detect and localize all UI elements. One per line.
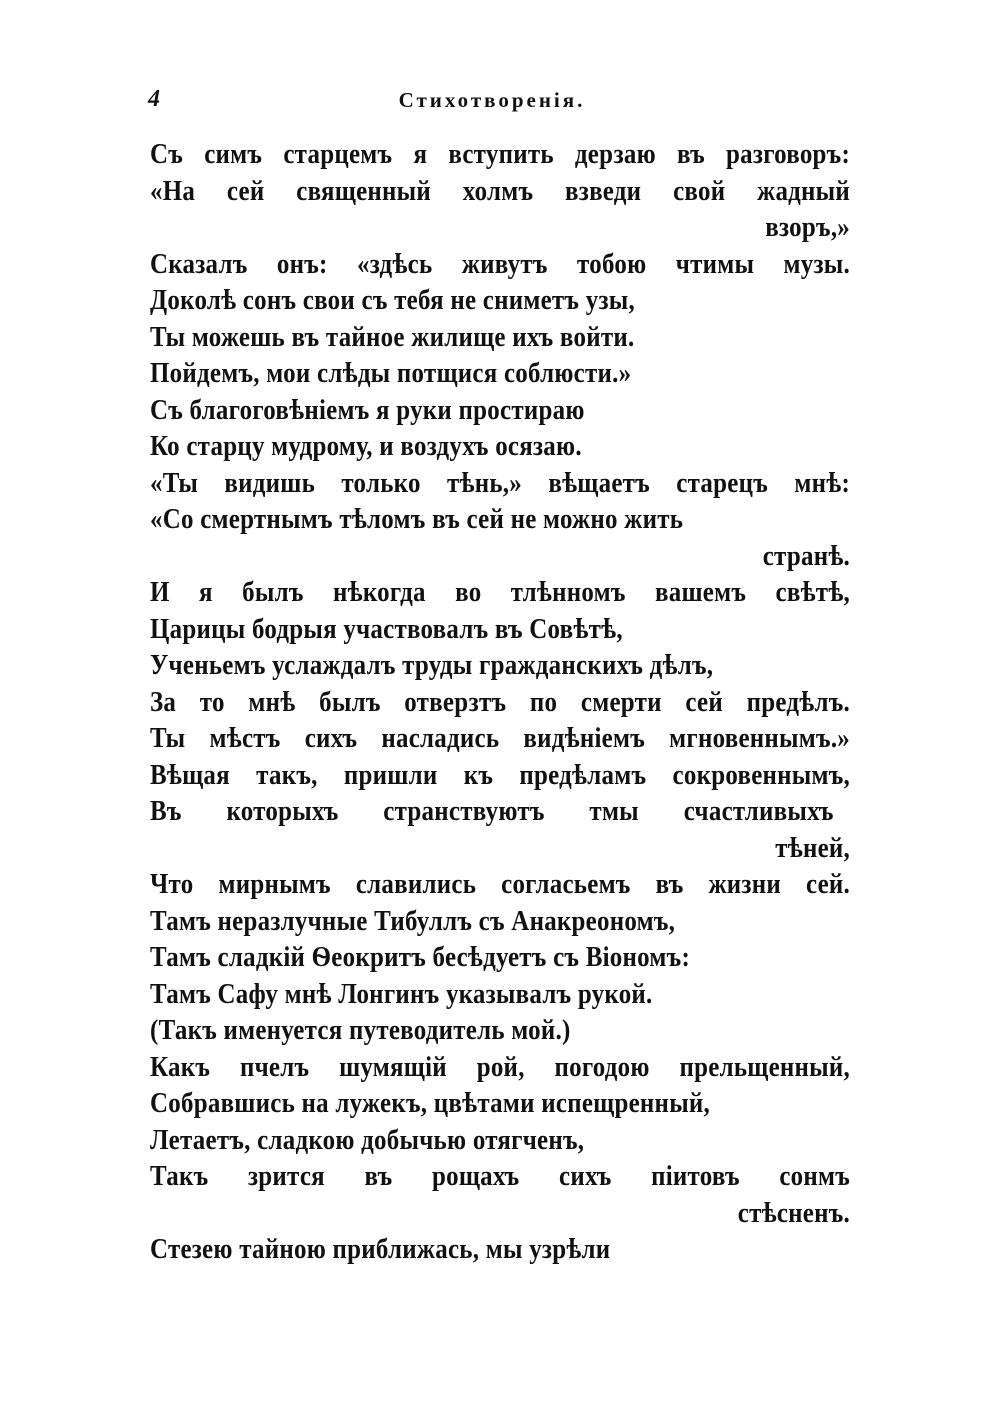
poem-line: «Ты видишь только тѣнь,» вѣщаетъ старецъ мнѣ: (150, 466, 851, 499)
running-title-text: Стихотворенія. (398, 88, 586, 112)
poem-line: Пойдемъ, мои слѣды потщися соблюсти.» (150, 357, 632, 389)
poem-line: За то мнѣ былъ отверзтъ по смерти сей предѣлъ. (150, 685, 851, 718)
poem-line: Съ симъ старцемъ я вступить дерзаю въ разговоръ: (150, 138, 851, 170)
poem-line: Доколѣ сонъ свои съ тебя не сниметъ узы, (150, 284, 635, 316)
poem-line: «На сей священный холмъ взведи свой жадный (150, 174, 851, 207)
poem-line: Тамъ Сафу мнѣ Лонгинъ указывалъ рукой. (150, 977, 653, 1010)
poem-line-runover: взоръ,» (765, 211, 851, 243)
poem-line-runover: тѣней, (775, 831, 851, 864)
poem-line: Тамъ неразлучные Тибуллъ съ Анакреономъ, (150, 904, 676, 937)
poem-line: Ты можешь въ тайное жилище ихъ войти. (150, 320, 635, 353)
poem-body (150, 136, 850, 1268)
poem-line: (Такъ именуется путеводитель мой.) (150, 1014, 571, 1046)
poem-line: Сказалъ онъ: «здѣсь живутъ тобою чтимы музы. (150, 247, 851, 280)
poem-line: Тамъ сладкій Ѳеокритъ бесѣдуетъ съ Віономъ: (150, 941, 691, 973)
poem-line: Стезею тайною приближась, мы узрѣли (150, 1233, 611, 1265)
poem-line-runover: странѣ. (762, 539, 851, 572)
poem-line: И я былъ нѣкогда во тлѣнномъ вашемъ свѣтѣ, (150, 576, 851, 608)
poem-line: Летаетъ, сладкою добычью отягченъ, (150, 1123, 585, 1156)
poem-line: Ко старцу мудрому, и воздухъ осязаю. (150, 430, 582, 462)
poem-line: Царицы бодрыя участвовалъ въ Совѣтѣ, (150, 612, 623, 645)
poem-line: Собравшись на лужекъ, цвѣтами испещренный, (150, 1087, 711, 1119)
running-title (0, 88, 1000, 113)
poem-line: Ученьемъ услаждалъ труды гражданскихъ дѣлъ, (150, 649, 714, 681)
poem-line-runover: стѣсненъ. (737, 1196, 851, 1229)
page-number: 4 (148, 86, 160, 112)
poem-line: Ты мѣстъ сихъ насладись видѣніемъ мгновеннымъ.» (150, 722, 851, 754)
poem-line: «Со смертнымъ тѣломъ въ сей не можно жить (150, 503, 684, 535)
poem-line: Вѣщая такъ, пришли къ предѣламъ сокровеннымъ, (150, 758, 851, 791)
poem-line: Съ благоговѣніемъ я руки простираю (150, 393, 585, 426)
poem-line: Такъ зрится въ рощахъ сихъ піитовъ сонмъ (150, 1160, 851, 1192)
poem-line: Какъ пчелъ шумящій рой, погодою прельщенный, (150, 1050, 851, 1083)
poem-line: Что мирнымъ славились согласьемъ въ жизни сей. (150, 868, 851, 900)
poem-line: Въ которыхъ странствуютъ тмы счастливыхъ (150, 795, 834, 827)
